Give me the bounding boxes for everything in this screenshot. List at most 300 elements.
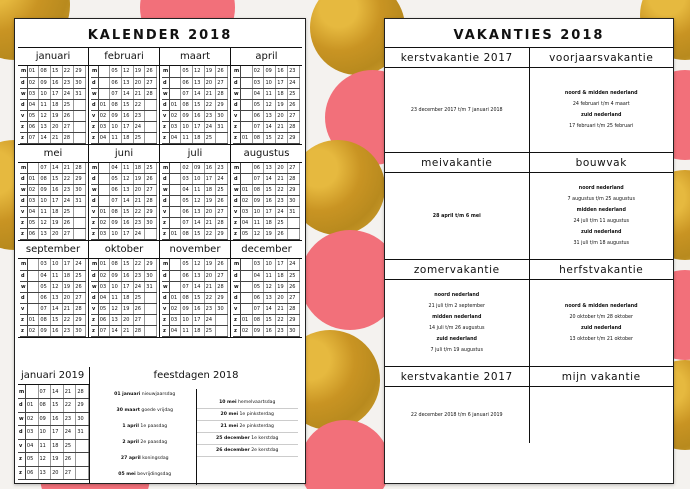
kalender-sheet — [14, 18, 306, 484]
day-cell: 06 — [110, 185, 122, 196]
day-cell: 24 — [216, 174, 228, 185]
day-cell: 26 — [62, 110, 74, 121]
day-cell: 15 — [193, 99, 205, 110]
day-cell: 11 — [38, 439, 51, 453]
day-cell: 18 — [133, 163, 145, 174]
day-cell: 03 — [98, 281, 110, 292]
week-row — [233, 185, 300, 196]
month-februari — [89, 48, 160, 145]
day-cell: 18 — [264, 218, 276, 229]
region-label: noord nederland — [434, 293, 480, 298]
day-cell: 17 — [122, 121, 134, 132]
day-cell: 30 — [288, 325, 300, 336]
day-label: v — [91, 207, 98, 218]
day-cell — [240, 259, 252, 270]
day-cell: 24 — [74, 259, 86, 270]
day-cell: 13 — [264, 163, 276, 174]
day-label: v — [20, 207, 27, 218]
day-cell: 04 — [27, 207, 39, 218]
region-label: midden nederland — [576, 208, 626, 213]
day-cell: 07 — [252, 121, 264, 132]
week-row — [20, 88, 86, 99]
day-cell: 19 — [276, 99, 288, 110]
week-row — [18, 412, 89, 426]
day-cell: 30 — [74, 185, 86, 196]
day-label: d — [162, 196, 169, 207]
day-cell: 07 — [110, 196, 122, 207]
week-row — [20, 259, 86, 270]
day-cell: 17 — [122, 229, 134, 240]
day-cell — [27, 259, 39, 270]
month-grid — [18, 47, 302, 338]
day-cell: 01 — [240, 132, 252, 143]
day-cell: 21 — [62, 303, 74, 314]
holiday-name: bevrijdingsdag — [137, 472, 172, 477]
day-cell: 01 — [98, 207, 110, 218]
day-cell: 15 — [51, 66, 63, 77]
feestdagen-title: feestdagen 2018 — [153, 370, 239, 381]
day-cell: 09 — [39, 185, 51, 196]
month-table — [91, 66, 157, 144]
day-label: z — [162, 229, 169, 240]
day-cell: 28 — [145, 88, 157, 99]
week-row — [91, 259, 157, 270]
week-row — [91, 270, 157, 281]
vakantie-title: voorjaarsvakantie — [530, 48, 674, 68]
week-row — [162, 185, 228, 196]
day-cell: 10 — [39, 88, 51, 99]
day-cell: 28 — [216, 281, 228, 292]
week-row — [162, 281, 228, 292]
day-label: d — [20, 174, 27, 185]
week-row — [162, 292, 228, 303]
day-cell — [216, 325, 228, 336]
day-label: d — [20, 292, 27, 303]
day-cell: 04 — [169, 132, 181, 143]
day-cell: 13 — [122, 77, 134, 88]
day-cell: 24 — [133, 121, 145, 132]
day-cell: 18 — [51, 439, 64, 453]
week-row — [233, 121, 300, 132]
day-cell: 23 — [63, 412, 76, 426]
day-cell: 04 — [169, 325, 181, 336]
holiday-item — [94, 405, 196, 421]
week-row — [233, 292, 300, 303]
day-cell — [74, 110, 86, 121]
day-cell — [74, 121, 86, 132]
day-label: z — [20, 325, 27, 336]
day-cell — [98, 163, 110, 174]
day-label: v — [20, 110, 27, 121]
day-cell: 20 — [133, 185, 145, 196]
region-label: zuid nederland — [581, 326, 622, 331]
vakantie-title: herfstvakantie — [530, 260, 674, 280]
day-cell: 15 — [51, 174, 63, 185]
day-cell: 02 — [27, 325, 39, 336]
day-cell: 03 — [27, 196, 39, 207]
day-cell: 23 — [133, 270, 145, 281]
vakantie-dates — [530, 387, 674, 443]
day-cell: 04 — [98, 132, 110, 143]
day-label: w — [233, 88, 240, 99]
day-label: d — [162, 77, 169, 88]
week-row — [18, 439, 89, 453]
day-label: z — [233, 132, 240, 143]
day-cell: 09 — [110, 110, 122, 121]
feestdagen-right-col — [196, 389, 299, 485]
day-label: v — [91, 110, 98, 121]
holiday-date: 05 mei — [118, 472, 136, 477]
day-cell — [240, 174, 252, 185]
day-label: m — [18, 385, 25, 399]
day-cell: 08 — [181, 292, 193, 303]
week-row — [233, 163, 300, 174]
day-cell: 16 — [122, 110, 134, 121]
day-cell: 22 — [276, 185, 288, 196]
holiday-item — [94, 453, 196, 469]
day-cell: 14 — [193, 218, 205, 229]
day-cell: 25 — [62, 207, 74, 218]
day-cell: 10 — [51, 259, 63, 270]
region-label: 28 april t/m 6 mei — [432, 213, 481, 219]
day-cell: 06 — [39, 292, 51, 303]
week-row — [162, 325, 228, 336]
week-row — [91, 196, 157, 207]
day-cell: 20 — [276, 110, 288, 121]
day-cell: 17 — [51, 196, 63, 207]
vakantie-dates — [385, 280, 529, 366]
day-cell: 19 — [133, 66, 145, 77]
day-cell: 24 — [204, 121, 216, 132]
day-label: m — [162, 66, 169, 77]
day-cell: 27 — [145, 77, 157, 88]
day-cell: 11 — [193, 185, 205, 196]
day-cell: 06 — [27, 121, 39, 132]
day-cell: 07 — [38, 385, 51, 399]
week-row — [233, 281, 300, 292]
day-cell — [240, 110, 252, 121]
week-row — [91, 229, 157, 240]
vakantie-title: kerstvakantie 2017 — [385, 367, 529, 387]
day-label: m — [20, 163, 27, 174]
holiday-name: 1e paasdag — [140, 424, 168, 429]
day-label: z — [91, 325, 98, 336]
month-name: september — [18, 241, 88, 259]
day-cell: 24 — [276, 207, 288, 218]
day-cell: 26 — [133, 303, 145, 314]
day-cell: 22 — [133, 259, 145, 270]
month-name: april — [231, 48, 302, 66]
day-cell: 06 — [25, 466, 38, 480]
day-cell: 26 — [216, 196, 228, 207]
day-cell: 30 — [74, 77, 86, 88]
month-name: januari — [18, 48, 88, 66]
week-row — [233, 218, 300, 229]
day-cell: 15 — [51, 399, 64, 413]
day-cell — [98, 77, 110, 88]
day-cell: 15 — [193, 292, 205, 303]
day-label: w — [91, 281, 98, 292]
feestdagen-block — [90, 367, 302, 483]
day-cell: 21 — [133, 88, 145, 99]
day-cell: 11 — [122, 163, 134, 174]
day-cell: 15 — [122, 259, 134, 270]
day-cell: 01 — [27, 66, 39, 77]
week-row — [162, 88, 228, 99]
day-label: z — [162, 325, 169, 336]
day-label: w — [91, 185, 98, 196]
day-cell — [169, 259, 181, 270]
day-cell: 10 — [252, 207, 264, 218]
day-label: d — [20, 196, 27, 207]
day-label: d — [233, 174, 240, 185]
day-cell — [169, 270, 181, 281]
day-cell: 29 — [216, 292, 228, 303]
day-cell: 18 — [276, 88, 288, 99]
day-cell: 07 — [39, 163, 51, 174]
day-cell — [98, 66, 110, 77]
day-cell: 02 — [25, 412, 38, 426]
day-cell: 27 — [216, 77, 228, 88]
day-cell: 12 — [193, 196, 205, 207]
day-cell: 22 — [62, 314, 74, 325]
day-label: w — [20, 281, 27, 292]
day-cell: 19 — [51, 218, 63, 229]
day-cell: 05 — [98, 303, 110, 314]
day-cell: 31 — [74, 196, 86, 207]
day-label: v — [162, 303, 169, 314]
day-cell: 07 — [98, 325, 110, 336]
day-label: z — [233, 314, 240, 325]
day-label: d — [20, 270, 27, 281]
month-table — [233, 259, 300, 337]
day-cell — [27, 292, 39, 303]
day-cell: 06 — [181, 77, 193, 88]
day-cell: 21 — [204, 218, 216, 229]
week-row — [162, 270, 228, 281]
day-label: d — [162, 270, 169, 281]
day-cell: 28 — [288, 174, 300, 185]
day-cell — [145, 121, 157, 132]
day-cell: 25 — [133, 292, 145, 303]
region-label: zuid nederland — [436, 337, 477, 342]
week-row — [20, 132, 86, 143]
day-label: v — [233, 207, 240, 218]
holiday-date: 2 april — [122, 440, 139, 445]
day-cell: 05 — [110, 66, 122, 77]
month-table — [162, 66, 228, 144]
day-cell: 29 — [288, 185, 300, 196]
day-cell: 21 — [51, 132, 63, 143]
day-cell: 23 — [62, 325, 74, 336]
day-cell: 12 — [264, 281, 276, 292]
day-cell: 14 — [264, 121, 276, 132]
holiday-date: 1 april — [122, 424, 139, 429]
week-row — [233, 207, 300, 218]
date-range: 24 juli t/m 11 augustus — [573, 219, 629, 224]
week-row — [20, 229, 86, 240]
day-label: d — [91, 292, 98, 303]
month-table — [20, 163, 86, 241]
day-cell: 14 — [51, 385, 64, 399]
day-cell: 12 — [110, 303, 122, 314]
day-cell: 26 — [216, 66, 228, 77]
day-cell — [98, 196, 110, 207]
day-cell: 15 — [193, 229, 205, 240]
day-label: z — [20, 121, 27, 132]
day-cell: 05 — [27, 218, 39, 229]
week-row — [18, 426, 89, 440]
day-cell: 13 — [193, 207, 205, 218]
day-cell: 04 — [98, 292, 110, 303]
day-cell: 08 — [39, 66, 51, 77]
holiday-item — [94, 389, 196, 405]
vakantie-title: meivakantie — [385, 153, 529, 173]
day-cell: 09 — [264, 66, 276, 77]
holiday-item — [94, 421, 196, 437]
day-label: w — [18, 412, 25, 426]
day-cell: 04 — [252, 270, 264, 281]
day-cell: 17 — [264, 207, 276, 218]
day-cell: 24 — [204, 314, 216, 325]
day-cell: 19 — [51, 453, 64, 467]
week-row — [20, 281, 86, 292]
day-cell: 14 — [122, 88, 134, 99]
month-table — [20, 259, 86, 337]
day-cell: 25 — [204, 132, 216, 143]
day-cell — [145, 132, 157, 143]
day-label: z — [91, 218, 98, 229]
day-cell: 03 — [169, 314, 181, 325]
day-cell — [240, 77, 252, 88]
day-cell: 09 — [181, 303, 193, 314]
day-cell: 29 — [74, 66, 86, 77]
day-cell: 16 — [122, 218, 134, 229]
week-row — [91, 218, 157, 229]
day-cell — [216, 314, 228, 325]
vakantie-title: bouwvak — [530, 153, 674, 173]
day-cell: 07 — [39, 303, 51, 314]
day-cell: 22 — [276, 132, 288, 143]
week-row — [91, 281, 157, 292]
day-cell — [240, 303, 252, 314]
vakantie-cell — [530, 153, 674, 259]
day-cell: 21 — [62, 163, 74, 174]
date-range: 31 juli t/m 18 augustus — [573, 241, 629, 246]
day-cell: 21 — [276, 303, 288, 314]
week-row — [162, 303, 228, 314]
day-cell: 29 — [74, 174, 86, 185]
date-range: 20 oktober t/m 28 oktober — [569, 315, 633, 320]
month-table — [233, 66, 300, 144]
date-range: 17 februari t/m 25 februari — [569, 124, 634, 129]
week-row — [20, 110, 86, 121]
day-label: z — [91, 121, 98, 132]
day-cell: 13 — [264, 292, 276, 303]
day-cell: 06 — [252, 292, 264, 303]
day-cell: 20 — [62, 292, 74, 303]
day-label: w — [20, 185, 27, 196]
holiday-item — [197, 433, 299, 445]
day-cell: 24 — [288, 259, 300, 270]
week-row — [233, 77, 300, 88]
day-cell: 25 — [63, 439, 76, 453]
day-cell: 29 — [216, 229, 228, 240]
day-cell: 03 — [181, 174, 193, 185]
day-cell — [76, 439, 89, 453]
day-cell — [74, 207, 86, 218]
day-cell — [240, 163, 252, 174]
day-cell — [169, 207, 181, 218]
vakantie-row — [385, 367, 673, 443]
region-label: noord nederland — [578, 186, 624, 191]
day-cell: 29 — [145, 259, 157, 270]
month-name: november — [160, 241, 230, 259]
holiday-name: 1e kerstdag — [251, 436, 279, 441]
week-row — [233, 99, 300, 110]
day-cell: 09 — [39, 77, 51, 88]
day-cell: 24 — [62, 196, 74, 207]
region-label: zuid nederland — [581, 230, 622, 235]
holiday-date: 27 april — [120, 456, 141, 461]
day-cell: 17 — [204, 174, 216, 185]
day-cell: 14 — [193, 88, 205, 99]
day-label: v — [233, 110, 240, 121]
day-cell: 02 — [98, 218, 110, 229]
month-table — [20, 66, 86, 144]
day-cell: 19 — [264, 229, 276, 240]
feestdagen-left-col — [94, 389, 196, 485]
month-name-jan-2019: januari 2019 — [18, 367, 89, 385]
week-row — [91, 99, 157, 110]
day-cell: 11 — [110, 292, 122, 303]
day-cell: 12 — [193, 259, 205, 270]
week-row — [233, 314, 300, 325]
day-cell — [145, 229, 157, 240]
month-name: juni — [89, 145, 159, 163]
day-cell: 11 — [252, 218, 264, 229]
holiday-name: 2e paasdag — [140, 440, 168, 445]
day-cell: 05 — [39, 281, 51, 292]
day-cell: 18 — [276, 270, 288, 281]
week-row — [91, 121, 157, 132]
day-label: z — [20, 314, 27, 325]
month-table — [233, 163, 300, 241]
day-cell: 16 — [51, 77, 63, 88]
week-row — [18, 453, 89, 467]
day-label: z — [162, 218, 169, 229]
week-row — [162, 259, 228, 270]
week-row — [91, 303, 157, 314]
month-table-jan-2019 — [18, 385, 89, 480]
day-cell: 03 — [25, 426, 38, 440]
day-cell: 23 — [216, 163, 228, 174]
day-label: d — [91, 77, 98, 88]
week-row — [18, 466, 89, 480]
day-cell: 20 — [51, 466, 64, 480]
day-cell: 07 — [252, 174, 264, 185]
day-cell: 02 — [240, 325, 252, 336]
day-cell: 18 — [51, 99, 63, 110]
vakantie-title: kerstvakantie 2017 — [385, 48, 529, 68]
day-cell: 23 — [288, 66, 300, 77]
day-cell: 03 — [252, 259, 264, 270]
day-cell: 12 — [51, 281, 63, 292]
day-cell: 12 — [252, 229, 264, 240]
day-cell: 05 — [240, 229, 252, 240]
day-label: m — [233, 163, 240, 174]
week-row — [91, 314, 157, 325]
